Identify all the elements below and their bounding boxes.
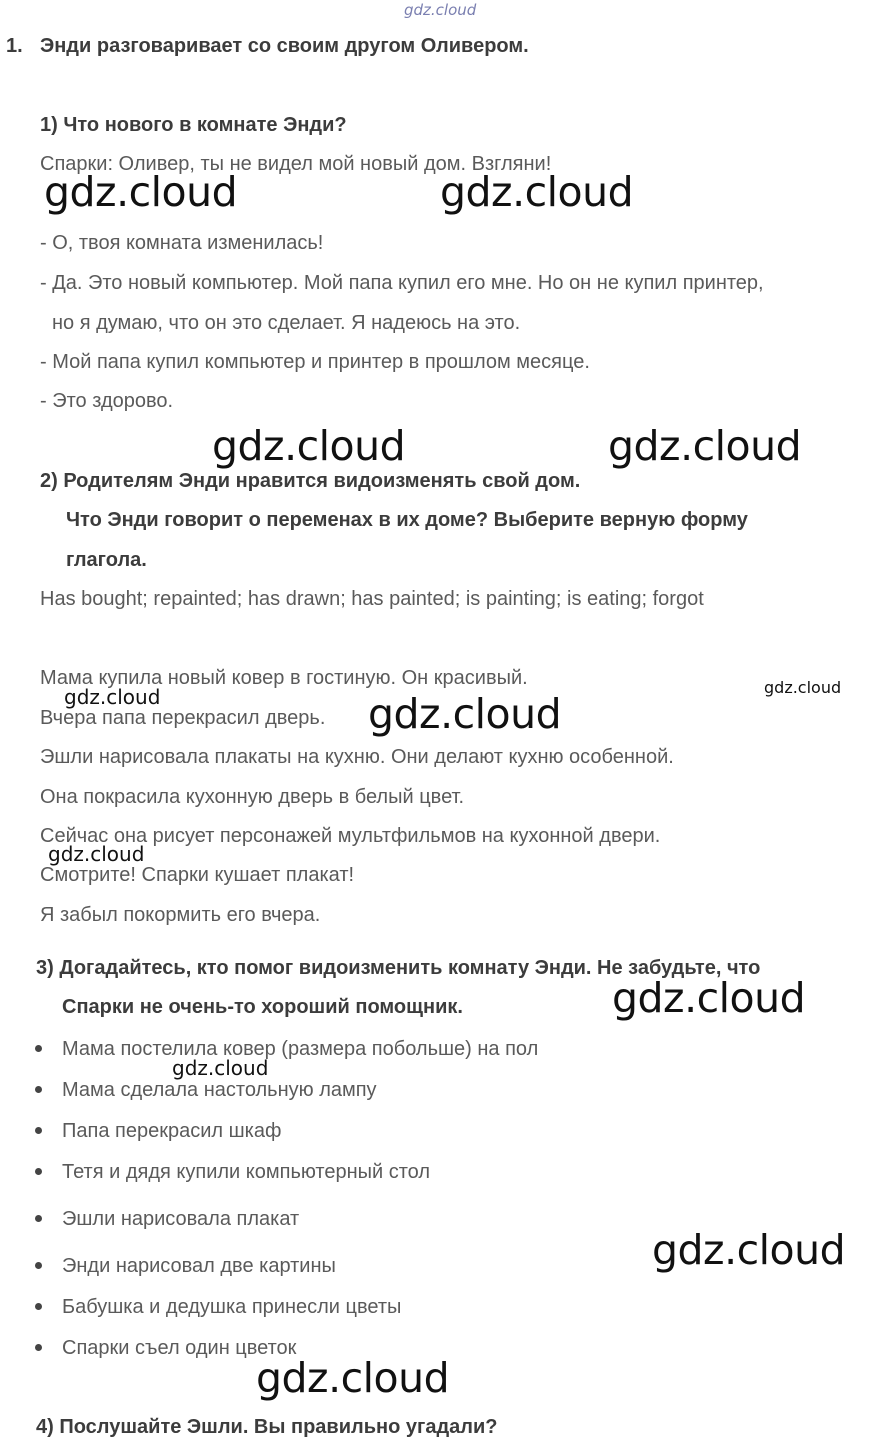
task-number: 1. (6, 35, 23, 57)
bullet-icon (35, 1086, 42, 1093)
dialogue-line: - Мой папа купил компьютер и принтер в прошлом месяце. (40, 351, 590, 373)
list-item: Спарки съел один цветок (62, 1337, 297, 1359)
list-item: Эшли нарисовала плакат (62, 1208, 300, 1230)
bullet-icon (35, 1045, 42, 1052)
answer-line: Эшли нарисовала плакаты на кухню. Они делают кухню особенной. (40, 746, 674, 768)
watermark: gdz.cloud (612, 974, 806, 1022)
section2-heading: 2) Родителям Энди нравится видоизменять свой дом. (40, 470, 581, 492)
watermark: gdz.cloud (212, 422, 406, 470)
watermark: gdz.cloud (368, 690, 562, 738)
bullet-icon (35, 1127, 42, 1134)
list-item: Мама сделала настольную лампу (62, 1079, 377, 1101)
answer-line: Вчера папа перекрасил дверь. (40, 707, 326, 729)
watermark: gdz.cloud (48, 842, 145, 866)
section3-heading: 3) Догадайтесь, кто помог видоизменить комнату Энди. Не забудьте, что (36, 957, 761, 979)
dialogue-line: - Это здорово. (40, 390, 174, 412)
dialogue-line: - О, твоя комната изменилась! (40, 232, 324, 254)
dialogue-line: но я думаю, что он это сделает. Я надеюсь на это. (52, 312, 521, 334)
watermark: gdz.cloud (652, 1226, 846, 1274)
dialogue-line: - Да. Это новый компьютер. Мой папа купил его мне. Но он не купил принтер, (40, 272, 764, 294)
section1-heading: 1) Что нового в комнате Энди? (40, 114, 347, 136)
watermark: gdz.cloud (256, 1354, 450, 1402)
section2-heading: глагола. (66, 549, 147, 571)
watermark-top: gdz.cloud (404, 1, 477, 19)
list-item: Энди нарисовал две картины (62, 1255, 336, 1277)
list-item: Тетя и дядя купили компьютерный стол (62, 1161, 431, 1183)
watermark: gdz.cloud (440, 168, 634, 216)
section3-heading: Спарки не очень-то хороший помощник. (62, 996, 463, 1018)
list-item: Бабушка и дедушка принесли цветы (62, 1296, 402, 1318)
watermark: gdz.cloud (172, 1056, 269, 1080)
answer-line: Сейчас она рисует персонажей мультфильмов на кухонной двери. (40, 825, 661, 847)
watermark: gdz.cloud (64, 685, 161, 709)
task-title: Энди разговаривает со своим другом Оливером. (40, 35, 529, 57)
bullet-icon (35, 1262, 42, 1269)
dialogue-line: Спарки: Оливер, ты не видел мой новый дом. Взгляни! (40, 153, 552, 175)
bullet-icon (35, 1303, 42, 1310)
section4-heading: 4) Послушайте Эшли. Вы правильно угадали? (36, 1416, 498, 1438)
list-item: Мама постелила ковер (размера побольше) на пол (62, 1038, 539, 1060)
answer-line: Смотрите! Спарки кушает плакат! (40, 864, 355, 886)
answer-line: Она покрасила кухонную дверь в белый цвет. (40, 786, 465, 808)
bullet-icon (35, 1168, 42, 1175)
watermark: gdz.cloud (44, 168, 238, 216)
bullet-icon (35, 1215, 42, 1222)
answer-line: Мама купила новый ковер в гостиную. Он красивый. (40, 667, 528, 689)
verb-options: Has bought; repainted; has drawn; has painted; is painting; is eating; forgot (40, 588, 704, 610)
watermark: gdz.cloud (608, 422, 802, 470)
bullet-icon (35, 1344, 42, 1351)
section2-heading: Что Энди говорит о переменах в их доме? Выберите верную форму (66, 509, 748, 531)
watermark: gdz.cloud (764, 678, 842, 697)
list-item: Папа перекрасил шкаф (62, 1120, 282, 1142)
answer-line: Я забыл покормить его вчера. (40, 904, 321, 926)
